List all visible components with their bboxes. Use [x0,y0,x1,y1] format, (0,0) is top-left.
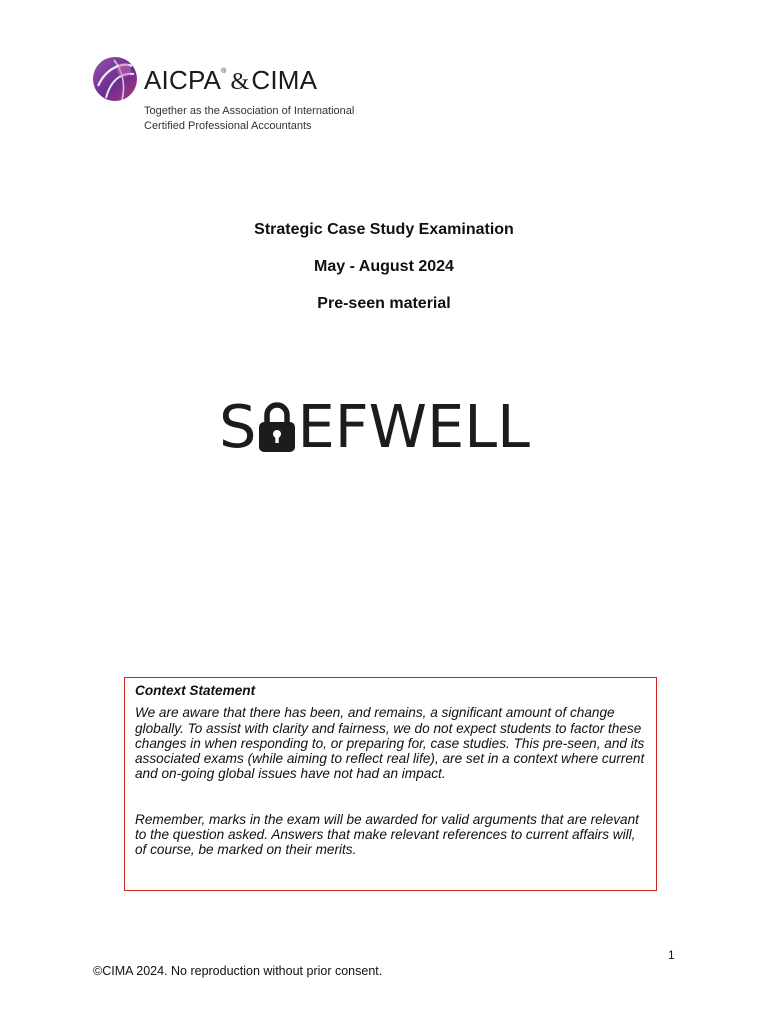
safewell-brand-wordmark [219,392,531,461]
exam-title: Strategic Case Study Examination [254,221,514,238]
padlock-icon [258,398,296,454]
logo-wordmark-cima: CIMA [251,65,318,95]
context-statement-paragraph-2: Remember, marks in the exam will be awarded for valid arguments that are relevant to the question asked. Answers that make relevant references to current affairs will, of course, be marked on their merits. [135,811,639,858]
logo-wordmark-aicpa: AICPA [144,65,222,95]
exam-period: May - August 2024 [314,258,454,275]
copyright-notice: ©CIMA 2024. No reproduction without prior consent. [93,964,383,978]
page-number: 1 [668,948,675,962]
context-statement-paragraph-1: We are aware that there has been, and remains, a significant amount of change globally. To assist with clarity and fairness, we do not expect students to factor these changes in when responding to, or preparing for, case studies. This pre-seen, and its associated exams (while aiming to reflect real life), are set in a context where current and on-going global issues have not had an impact. [135,705,645,782]
logo-tagline [144,104,354,134]
brand-prefix: S [219,392,257,461]
brand-suffix: EFWELL [297,392,531,461]
aicpa-cima-globe-icon [92,56,138,102]
context-statement-heading: Context Statement [135,683,256,698]
logo-wordmark [144,67,317,94]
context-statement-box [124,677,657,891]
logo-tagline-line1: Together as the Association of International [144,105,355,117]
registered-mark: ® [221,68,227,75]
logo-tagline-line2: Certified Professional Accountants [144,120,312,132]
aicpa-cima-logo [92,56,372,136]
logo-ampersand: & [230,69,250,95]
material-type: Pre-seen material [317,295,451,312]
